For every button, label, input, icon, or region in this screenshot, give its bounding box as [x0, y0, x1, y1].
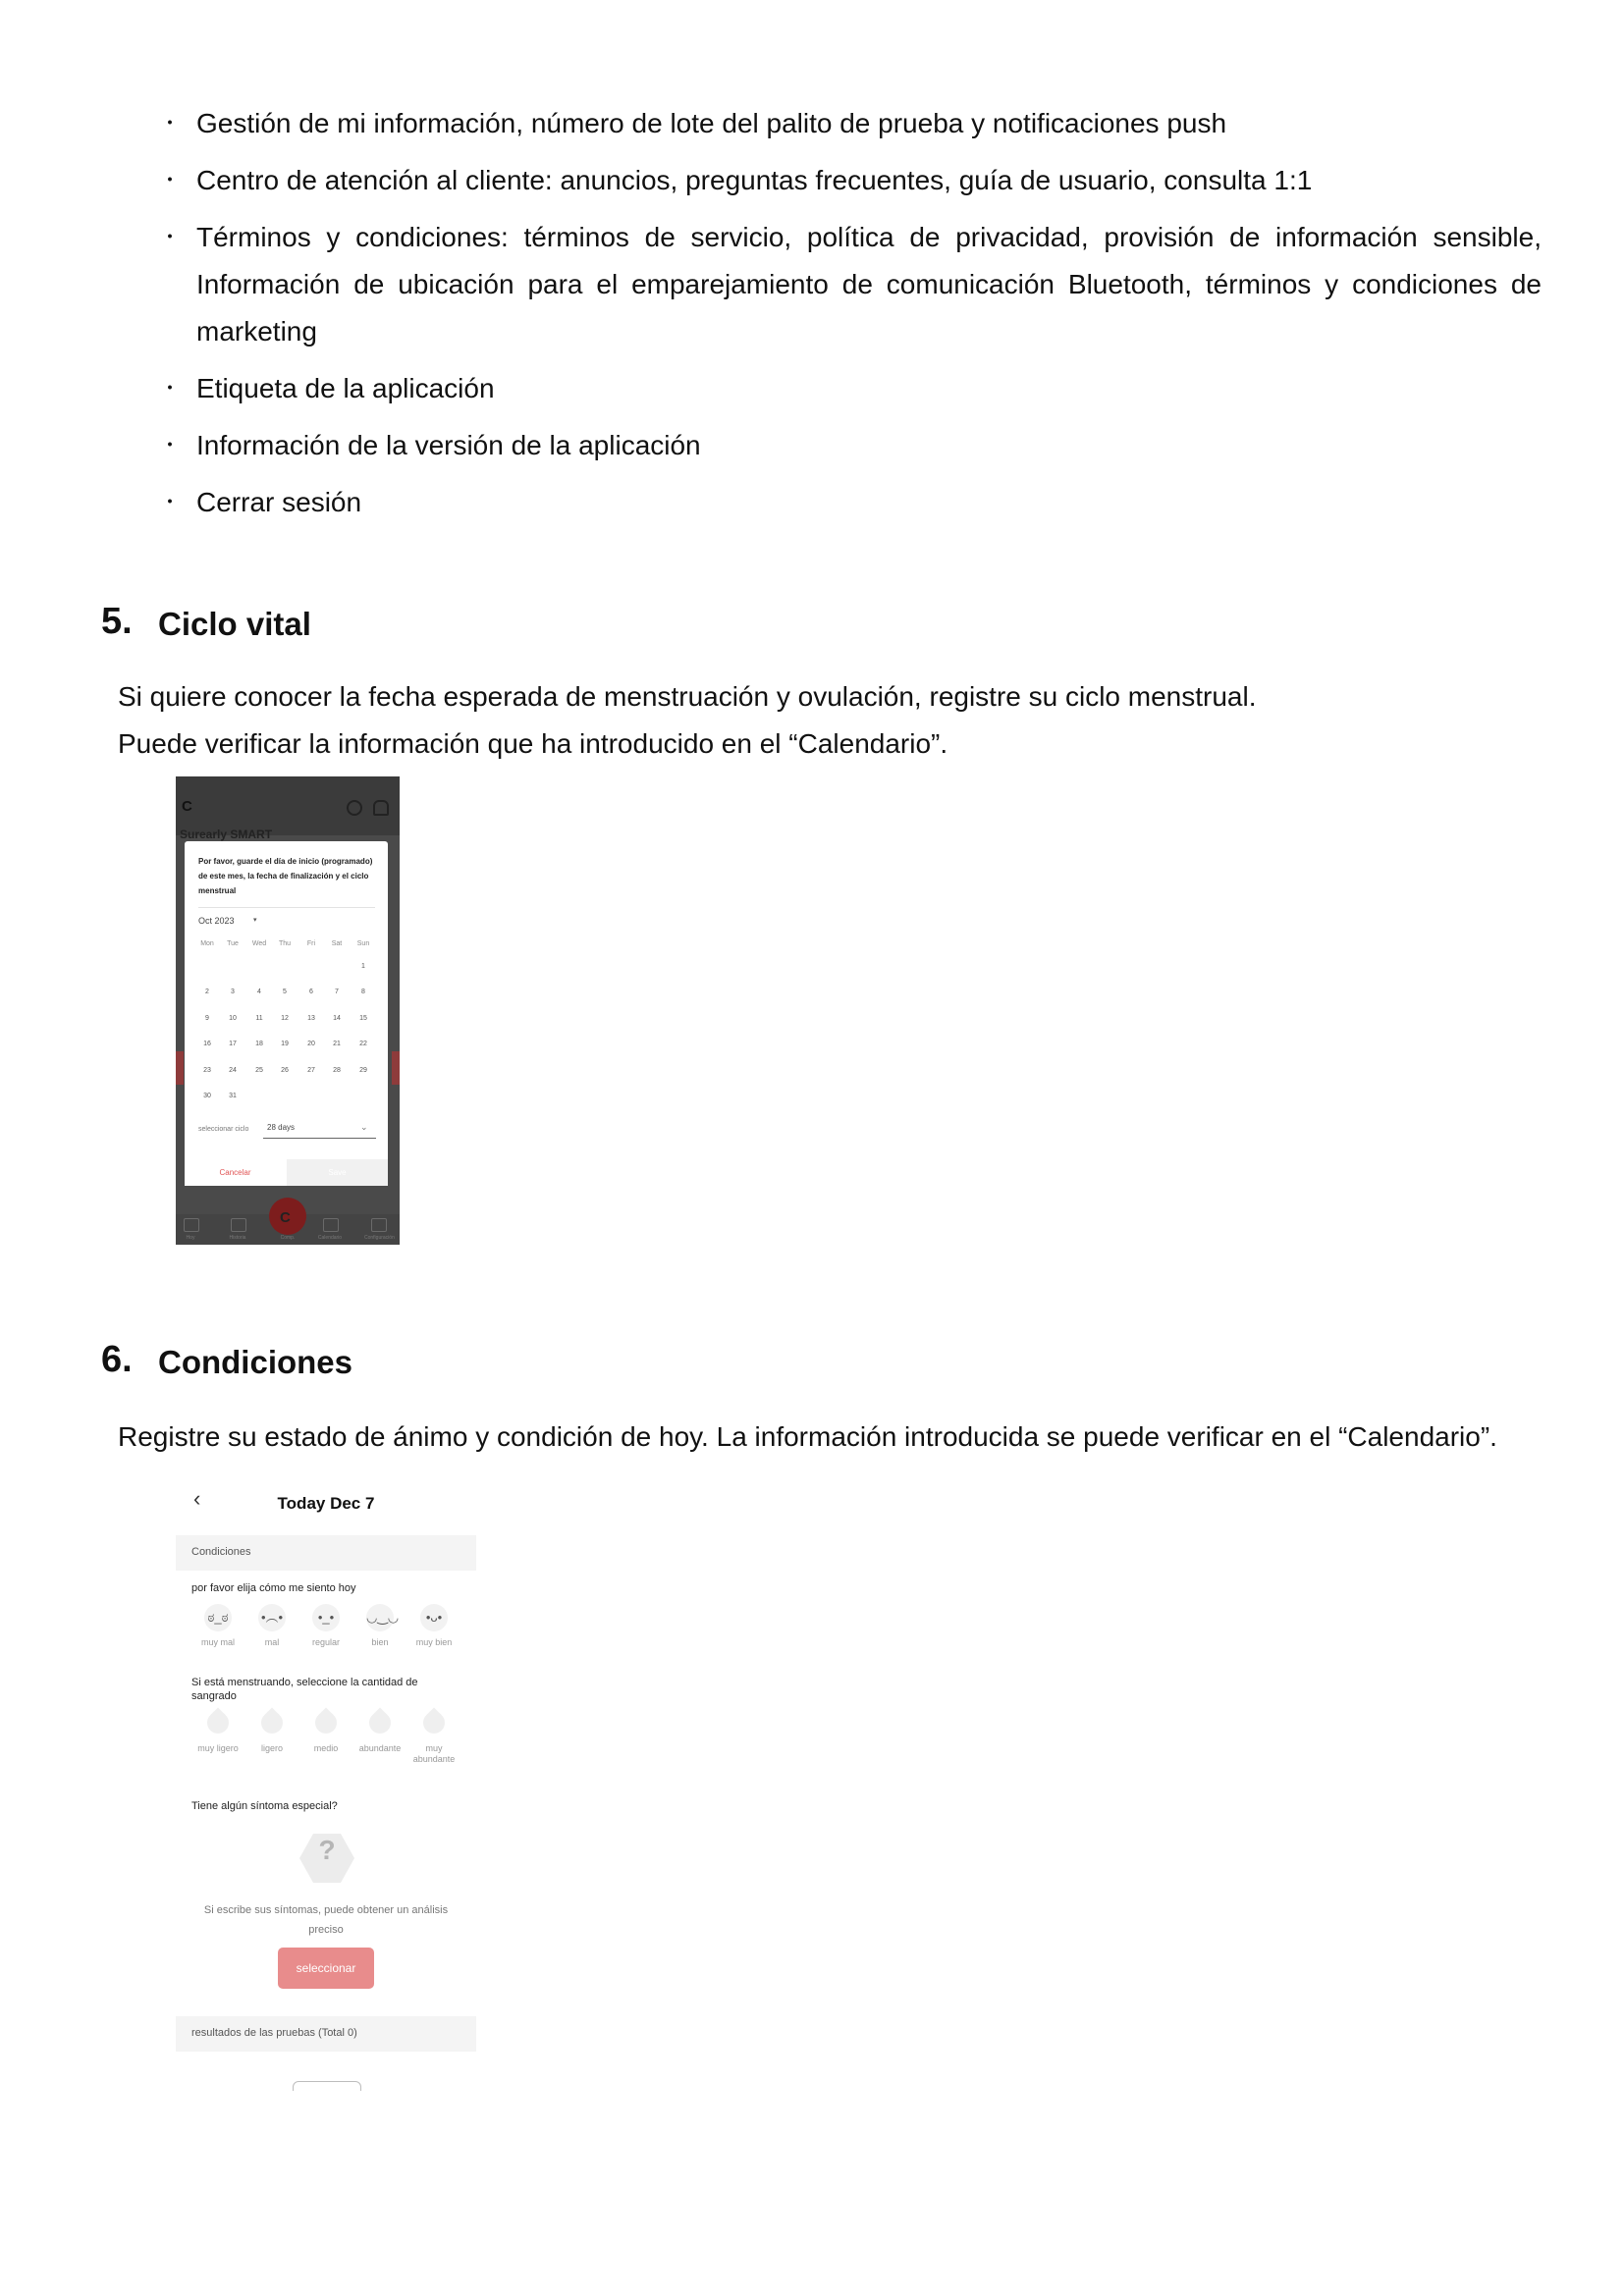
section-number: 6. [101, 1339, 133, 1380]
weekday-label: Sun [356, 940, 370, 947]
calendar-day[interactable]: 26 [281, 1067, 289, 1074]
weekday-label: Thu [278, 940, 292, 947]
bottom-handle [293, 2081, 361, 2091]
cycle-screenshot [176, 776, 400, 1245]
neutral-face-icon[interactable]: •_• [312, 1604, 340, 1631]
medium-drop-icon[interactable] [310, 1707, 341, 1737]
good-face-icon[interactable]: ◡‿◡ [366, 1604, 394, 1631]
calendar-day[interactable]: 21 [333, 1041, 341, 1047]
mood-label[interactable]: bien [371, 1637, 389, 1647]
calendar-day[interactable]: 30 [203, 1093, 211, 1099]
month-selector[interactable]: Oct 2023 [198, 916, 235, 926]
calendar-day[interactable]: 4 [257, 988, 261, 995]
bullet-text: Etiqueta de la aplicación [196, 373, 495, 403]
calendar-day[interactable]: 29 [359, 1067, 367, 1074]
center-logo: C [280, 1209, 291, 1226]
bullet-glyph: ・ [159, 433, 182, 457]
paragraph: Registre su estado de ánimo y condición de hoy. La información introducida se puede verificar en el “Calendario”. [118, 1421, 1497, 1452]
symptom-hint: Si escribe sus síntomas, puede obtener un análisis preciso [203, 1904, 449, 1936]
calendar-day[interactable]: 15 [359, 1015, 367, 1022]
select-symptoms-button[interactable]: seleccionar [278, 1948, 374, 1989]
nav-label[interactable]: Configuración [364, 1235, 395, 1241]
bleeding-label[interactable]: ligero [260, 1743, 283, 1753]
very-bad-face-icon[interactable]: ಠ_ಠ [204, 1604, 232, 1631]
bullet-glyph: ・ [159, 111, 182, 135]
paragraph: Puede verificar la información que ha introducido en el “Calendario”. [118, 728, 948, 759]
section-header [176, 1535, 476, 1571]
weekday-label: Fri [306, 940, 316, 947]
paragraph: Si quiere conocer la fecha esperada de menstruación y ovulación, registre su ciclo menstrual. [118, 681, 1257, 712]
cycle-dialog [185, 841, 388, 1186]
calendar-day[interactable]: 22 [359, 1041, 367, 1047]
calendar-day[interactable]: 31 [229, 1093, 237, 1099]
bullet-glyph: ・ [159, 168, 182, 192]
calendar-day[interactable]: 6 [309, 988, 313, 995]
screen-title: Today Dec 7 [277, 1494, 375, 1513]
very-heavy-drop-icon[interactable] [418, 1707, 449, 1737]
bullet-text: Centro de atención al cliente: anuncios, preguntas frecuentes, guía de usuario, consulta 1:1 [196, 165, 1313, 195]
cycle-label: seleccionar ciclo [198, 1126, 249, 1133]
bleeding-prompt: Si está menstruando, seleccione la cantidad de [191, 1677, 418, 1688]
brand-title: Surearly SMART [180, 828, 273, 841]
calendar-day[interactable]: 25 [255, 1067, 263, 1074]
light-drop-icon[interactable] [256, 1707, 287, 1737]
background-card [392, 1051, 400, 1085]
calendar-icon[interactable] [323, 1218, 339, 1232]
mood-label[interactable]: muy mal [200, 1637, 235, 1647]
bullet-text: Cerrar sesión [196, 487, 362, 517]
calendar-day[interactable]: 3 [231, 988, 235, 995]
weekday-label: Sat [331, 940, 343, 947]
calendar-day[interactable]: 10 [229, 1015, 237, 1022]
save-button[interactable]: Save [287, 1159, 388, 1186]
nav-label[interactable]: Historia [229, 1235, 246, 1241]
mood-label[interactable]: regular [311, 1637, 340, 1647]
nav-label[interactable]: Calendario [317, 1235, 343, 1241]
calendar-day[interactable]: 19 [281, 1041, 289, 1047]
results-header [176, 2016, 476, 2052]
results-header-label: resultados de las pruebas (Total 0) [191, 2027, 357, 2039]
gear-icon[interactable] [371, 1218, 387, 1232]
very-light-drop-icon[interactable] [202, 1707, 233, 1737]
heavy-drop-icon[interactable] [364, 1707, 395, 1737]
cycle-select[interactable]: 28 days [267, 1123, 296, 1132]
section-title: Ciclo vital [158, 606, 311, 642]
calendar-day[interactable]: 13 [307, 1015, 315, 1022]
cancel-button[interactable]: Cancelar [185, 1159, 286, 1186]
divider [198, 907, 375, 908]
bleeding-label[interactable]: muy ligero [197, 1743, 239, 1753]
mood-label[interactable]: mal [264, 1637, 280, 1647]
back-icon[interactable]: ‹ [193, 1486, 201, 1511]
bleeding-label[interactable]: abundante [358, 1743, 402, 1753]
bell-icon[interactable] [373, 800, 389, 816]
app-header [176, 776, 400, 835]
calendar-day[interactable]: 12 [281, 1015, 289, 1022]
bullet-glyph: ・ [159, 490, 182, 514]
calendar-day[interactable]: 28 [333, 1067, 341, 1074]
calendar-day[interactable]: 24 [229, 1067, 237, 1074]
profile-icon[interactable] [347, 800, 362, 816]
calendar-day[interactable]: 11 [255, 1015, 263, 1022]
question-mark-icon: ? [318, 1835, 336, 1865]
bleeding-label[interactable]: medio [313, 1743, 339, 1753]
chevron-down-icon[interactable]: ⌄ [360, 1122, 368, 1132]
bullet-text: Términos y condiciones: términos de servicio, política de privacidad, provisión de información sensible, Información de ubicación para el emparejamiento de comunicación Bluetooth, términos y condiciones de marketing [196, 222, 1542, 347]
calendar-day[interactable]: 17 [229, 1041, 237, 1047]
weekday-label: Mon [200, 940, 214, 947]
calendar-day[interactable]: 7 [335, 988, 339, 995]
calendar-day[interactable]: 18 [255, 1041, 263, 1047]
bullet-glyph: ・ [159, 225, 182, 249]
mood-prompt: por favor elija cómo me siento hoy [191, 1582, 356, 1594]
calendar-day[interactable]: 2 [205, 988, 209, 995]
calendar-day[interactable]: 20 [307, 1041, 315, 1047]
nav-label[interactable]: Comp. [280, 1235, 296, 1241]
dropdown-caret-icon[interactable]: ▾ [253, 917, 257, 924]
calendar-day[interactable]: 14 [333, 1015, 341, 1022]
very-good-face-icon[interactable]: •ᴗ• [420, 1604, 448, 1631]
home-icon[interactable] [184, 1218, 199, 1232]
select-underline [263, 1138, 376, 1139]
nav-label[interactable]: Hoy [186, 1235, 195, 1241]
calendar-day[interactable]: 8 [361, 988, 365, 995]
calendar-day[interactable]: 16 [203, 1041, 211, 1047]
mood-label[interactable]: muy bien [415, 1637, 453, 1647]
section-number: 5. [101, 601, 133, 642]
calendar-day[interactable]: 23 [203, 1067, 211, 1074]
calendar-day[interactable]: 1 [361, 963, 365, 970]
section-header-label: Condiciones [191, 1546, 251, 1558]
dialog-message: Por favor, guarde el día de inicio (programado) de este mes, la fecha de finalización y el ciclo menstrual [198, 857, 373, 895]
weekday-label: Wed [251, 940, 267, 947]
bad-face-icon[interactable]: •︵• [258, 1604, 286, 1631]
calendar-day[interactable]: 27 [307, 1067, 315, 1074]
symptom-prompt: Tiene algún síntoma especial? [191, 1800, 338, 1812]
bleeding-label[interactable]: muy abundante [412, 1743, 456, 1764]
background-card [176, 1051, 184, 1085]
section-title: Condiciones [158, 1344, 353, 1380]
calendar-day[interactable]: 5 [283, 988, 287, 995]
bullet-text: Gestión de mi información, número de lote del palito de prueba y notificaciones push [196, 108, 1227, 138]
bleeding-prompt: sangrado [191, 1690, 237, 1702]
bullet-text: Información de la versión de la aplicación [196, 430, 701, 460]
bullet-glyph: ・ [159, 376, 182, 400]
weekday-label: Tue [227, 940, 239, 947]
conditions-screenshot [176, 1480, 476, 2091]
history-icon[interactable] [231, 1218, 246, 1232]
calendar-day[interactable]: 9 [205, 1015, 209, 1022]
app-logo: C [182, 798, 192, 815]
